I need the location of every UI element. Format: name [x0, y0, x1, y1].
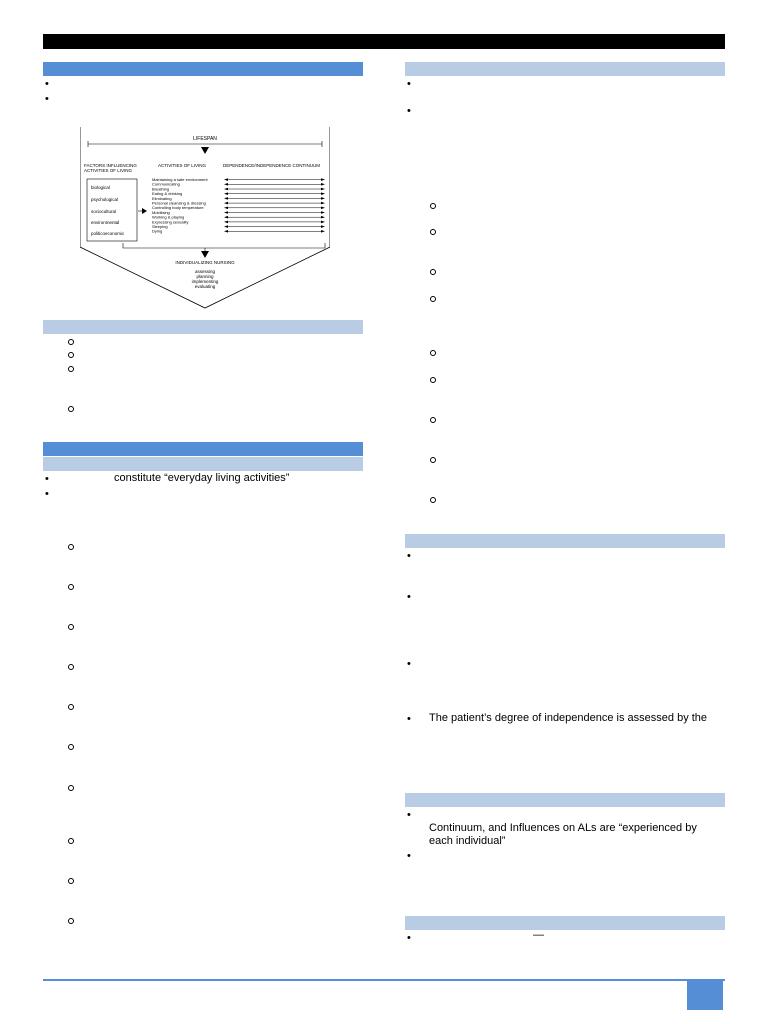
section-subheader: [43, 457, 363, 471]
arrow-head-right: [321, 207, 325, 210]
bullet: •: [407, 809, 411, 821]
arrow-head-right: [321, 178, 325, 181]
arrow-head-right: [321, 225, 325, 228]
arrow-head-left: [224, 221, 228, 224]
sub-bullet: [68, 918, 74, 924]
activity-item: Mobilising: [152, 209, 170, 215]
factor-item: biological: [91, 185, 110, 190]
factors-heading-1: FACTORS INFLUENCING: [84, 163, 137, 168]
activity-item: Dying: [152, 228, 163, 234]
arrow-head-right: [321, 202, 325, 205]
individualizing-label: INDIVIDUALIZING NURSING: [175, 260, 235, 265]
title-bar: [43, 34, 725, 49]
bullet: •: [45, 488, 49, 500]
section-header-6: [405, 793, 725, 807]
sub-bullet: [430, 203, 436, 209]
dash-mark: —: [533, 929, 544, 941]
everyday-activities-text: constitute “everyday living activities”: [114, 472, 290, 484]
arrow-head-left: [224, 188, 228, 191]
sub-bullet: [68, 878, 74, 884]
arrow-head-left: [224, 202, 228, 205]
activity-item: Controlling body temperature: [152, 205, 204, 211]
arrow-head-right: [321, 183, 325, 186]
sub-bullet: [68, 366, 74, 372]
sub-bullet: [430, 229, 436, 235]
process-step: planning: [196, 274, 214, 279]
bullet: •: [407, 850, 411, 862]
model-diagram: [80, 127, 330, 310]
sub-bullet: [430, 457, 436, 463]
section-header-1: [43, 62, 363, 76]
sub-bullet: [68, 785, 74, 791]
footer-rule: [43, 979, 725, 981]
factor-item: politicoeconomic: [91, 231, 125, 236]
sub-bullet: [430, 350, 436, 356]
arrow-head-right: [321, 216, 325, 219]
process-step: evaluating: [194, 284, 216, 289]
continuum-heading: DEPENDENCE/INDEPENDENCE CONTINUUM: [223, 163, 321, 168]
factor-item: psychological: [91, 197, 119, 202]
arrow-head-right: [321, 230, 325, 233]
process-step: implementing: [191, 279, 219, 284]
activity-item: Eating & drinking: [152, 191, 183, 197]
activities-heading: ACTIVITIES OF LIVING: [158, 163, 207, 168]
section-header-5: [405, 534, 725, 548]
arrow-head-left: [224, 192, 228, 195]
activity-item: Personal cleansing & dressing: [152, 200, 206, 206]
sub-bullet: [68, 664, 74, 670]
bullet: •: [407, 658, 411, 670]
lifespan-label: LIFESPAN: [193, 136, 217, 142]
factor-item: environmental: [91, 220, 120, 225]
sub-bullet: [68, 339, 74, 345]
arrow-head-left: [224, 230, 228, 233]
activities-list: [152, 177, 325, 234]
bullet: •: [45, 473, 49, 485]
section-header-2: [43, 320, 363, 334]
activity-item: Breathing: [152, 186, 170, 192]
activity-item: Expressing sexuality: [152, 219, 189, 225]
sub-bullet: [68, 406, 74, 412]
sub-bullet: [68, 624, 74, 630]
sub-bullet: [430, 377, 436, 383]
sub-bullet: [68, 352, 74, 358]
section-header-3: [43, 442, 363, 456]
sub-bullet: [430, 296, 436, 302]
sub-bullet: [430, 269, 436, 275]
arrow-head-right: [321, 211, 325, 214]
bullet: •: [407, 591, 411, 603]
bullet: •: [45, 78, 49, 90]
factors-heading-2: ACTIVITIES OF LIVING: [84, 168, 133, 173]
activity-item: Working & playing: [152, 214, 185, 220]
bullet: •: [407, 78, 411, 90]
page-number-box: [687, 980, 723, 1010]
arrow-head-left: [224, 183, 228, 186]
arrow-head-right: [321, 192, 325, 195]
sub-bullet: [430, 497, 436, 503]
bullet: •: [407, 105, 411, 117]
factor-item: sociocultural: [91, 209, 117, 214]
arrow-head-left: [224, 197, 228, 200]
arrow-head-right: [321, 221, 325, 224]
activity-item: Sleeping: [152, 224, 168, 229]
arrow-head-right: [321, 197, 325, 200]
sub-bullet: [430, 417, 436, 423]
sub-bullet: [68, 704, 74, 710]
arrow-head-left: [224, 216, 228, 219]
continuum-text: Continuum, and Influences on ALs are “experienced by: [429, 822, 697, 834]
activity-item: Communicating: [152, 181, 180, 187]
sub-bullet: [68, 544, 74, 550]
bullet: •: [407, 713, 411, 725]
activity-item: Maintaining a safe environment: [152, 177, 208, 182]
section-header-4: [405, 62, 725, 76]
bullet: •: [407, 932, 411, 944]
independence-text: The patient’s degree of independence is assessed by the: [429, 712, 708, 724]
bullet: •: [45, 93, 49, 105]
section-header-7: [405, 916, 725, 930]
sub-bullet: [68, 584, 74, 590]
arrow-head-left: [224, 178, 228, 181]
process-step: assessing: [194, 269, 216, 274]
sub-bullet: [68, 838, 74, 844]
arrow-head-left: [224, 211, 228, 214]
sub-bullet: [68, 744, 74, 750]
activity-item: Eliminating: [152, 195, 172, 201]
bullet: •: [407, 550, 411, 562]
arrow-head-left: [224, 207, 228, 210]
individual-text: each individual”: [429, 835, 506, 847]
arrow-head-left: [224, 225, 228, 228]
activities-of-living-figure: [80, 127, 330, 310]
arrow-head-right: [321, 188, 325, 191]
